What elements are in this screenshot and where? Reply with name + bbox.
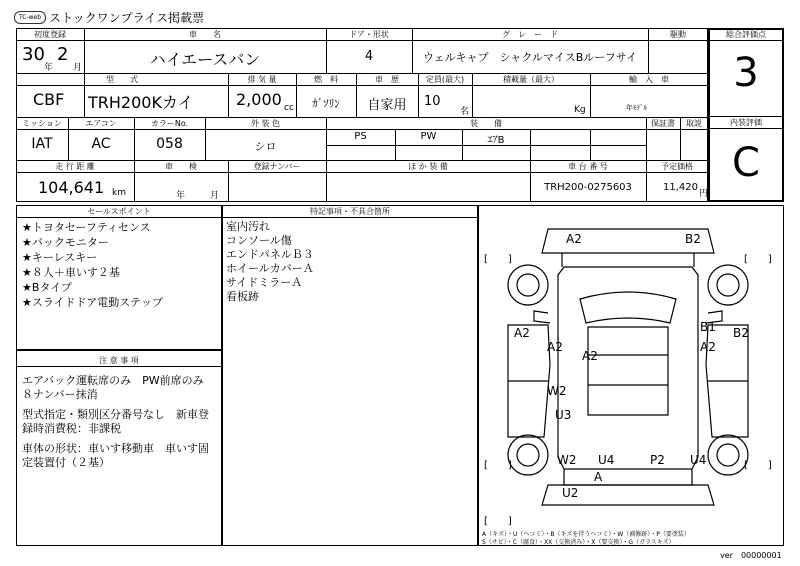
sales-points-list [22, 220, 163, 310]
damage-code: W2 [547, 384, 567, 398]
damage-code: A2 [547, 340, 563, 354]
displacement-label: 排 気 量 [247, 75, 277, 84]
damage-code: B2 [685, 232, 701, 246]
load-unit: Kg [574, 105, 586, 115]
displacement-value: 2,000 [236, 90, 282, 109]
import-year: 年ﾓﾃﾞﾙ [626, 104, 647, 112]
damage-code: U3 [555, 408, 572, 422]
price-label: 予定価格 [661, 162, 693, 171]
history-label: 車 歴 [375, 75, 399, 84]
damage-code: A2 [566, 232, 582, 246]
model-code: TRH200Kカイ [88, 93, 194, 112]
vehicle-name: ハイエースバン [149, 50, 261, 69]
km-unit: km [112, 188, 126, 198]
drive-label: 駆動 [670, 30, 686, 39]
bracket-field: [ ] [744, 254, 772, 265]
name-label: 車 名 [189, 30, 221, 39]
fuel-label: 燃 料 [314, 75, 338, 84]
cc-unit: cc [284, 103, 294, 113]
logo: TC-web [14, 11, 46, 24]
exterior-label: 外 装 色 [250, 119, 281, 128]
list-item: ホイールカバーＡ [226, 262, 314, 275]
history-value: 自家用 [367, 98, 407, 113]
mileage-value: 104,641 [38, 178, 105, 197]
special-notes-label: 特記事項・不具合箇所 [310, 207, 390, 216]
manual-label: 取説 [686, 119, 702, 128]
color-value: シロ [254, 140, 277, 153]
grade-label: グ レ ー ド [502, 30, 558, 39]
import-label: 輸 入 車 [629, 75, 669, 84]
capacity-value: 10 [424, 94, 441, 109]
interior-score: C [732, 140, 760, 186]
reg-month-unit: 月 [73, 63, 83, 73]
version: ver 00000001 [720, 551, 782, 560]
bracket-field: [ ] [744, 460, 772, 471]
interior-score-label: 内装評価 [730, 118, 762, 127]
aircon-label: エアコン [85, 119, 117, 128]
other-equip-label: ほ か 装 備 [408, 162, 448, 171]
reg-year-unit: 年 [44, 63, 54, 73]
reg-year: 30 [22, 44, 45, 65]
sales-points-label: セールスポイント [87, 207, 151, 216]
first-reg-label: 初度登録 [34, 30, 66, 39]
equip-item: PS [354, 131, 367, 142]
damage-code: U2 [562, 486, 579, 500]
type-label: 型 式 [106, 75, 138, 84]
equip-item: PW [420, 131, 437, 142]
insp-month-unit: 月 [210, 191, 220, 201]
list-item: 車体の形状：車いす移動車 車いす固定装置付（２基） [22, 442, 209, 469]
list-item: ★Bタイプ [22, 281, 72, 294]
bracket-field: [ ] [484, 516, 512, 527]
color-no-label: カラーNo. [150, 119, 189, 128]
list-item: ★キーレスキー [22, 251, 98, 264]
car-diagram [478, 205, 784, 546]
capacity-label: 定員(最大) [425, 75, 465, 84]
legend-line-2: S（サビ）・C（腐食）・XX（交換済み）・X（要交換）・G（ガラスキズ） [482, 539, 675, 546]
damage-code: A2 [582, 349, 598, 363]
doors-label: ドア・形状 [349, 30, 389, 39]
damage-code: B1 [700, 320, 716, 334]
notes-list [22, 374, 216, 470]
damage-code: A2 [700, 340, 716, 354]
notes-label: 注 意 事 項 [99, 356, 139, 365]
list-item: ★トヨタセーフティセンス [22, 221, 151, 234]
list-item: ★バックモニター [22, 236, 109, 249]
mission-value: IAT [31, 136, 53, 152]
list-item: エアバック運転席のみ PW前席のみ ８ナンバー抹消 [22, 374, 215, 401]
list-item: サイドミラーＡ [226, 276, 303, 289]
insp-year-unit: 年 [176, 191, 186, 201]
chassis-label: 車 台 番 号 [568, 162, 608, 171]
reg-month: 2 [57, 44, 69, 65]
damage-code: B2 [733, 326, 749, 340]
list-item: ★８人＋車いす２基 [22, 266, 120, 279]
special-notes-list [226, 220, 314, 304]
doors-value: 4 [364, 49, 374, 64]
reg-number-label: 登録ナンバー [253, 162, 301, 171]
bracket-field: [ ] [484, 254, 512, 265]
damage-code: U4 [598, 453, 615, 467]
mission-label: ミッション [22, 119, 62, 128]
overall-score-label: 総合評価点 [726, 30, 766, 39]
grade-value: ウェルキャブ シャクルマイスBルーフサイ [423, 51, 637, 64]
list-item: 室内汚れ [226, 220, 270, 233]
overall-score: 3 [733, 50, 759, 96]
bracket-field: [ ] [484, 460, 512, 471]
list-item: 看板跡 [226, 290, 259, 303]
inspection-label: 車 検 [165, 162, 197, 171]
page-title: ストックワンプライス掲載票 [49, 11, 205, 25]
damage-code: W2 [557, 453, 577, 467]
list-item: ★スライドドア電動ステップ [22, 296, 163, 309]
chassis-value: TRH200-0275603 [544, 182, 632, 193]
legend-line-1: A（キズ）・U（ヘコミ）・B（キズを伴うヘコミ）・W（補修跡）・P（要塗装） [482, 531, 690, 538]
list-item: 型式指定・類別区分番号なし 新車登録時消費税：非課税 [22, 408, 209, 435]
load-label: 積載量（最大） [503, 75, 559, 84]
damage-code: P2 [650, 453, 665, 467]
list-item: コンソール傷 [226, 234, 292, 247]
equip-item: ｴｱB [487, 135, 505, 146]
fuel-value: ｶﾞｿﾘﾝ [312, 97, 340, 110]
damage-code: A [594, 470, 603, 484]
list-item: エンドパネルＢ３ [226, 248, 314, 261]
color-no-value: 058 [156, 136, 183, 152]
damage-code: A2 [514, 326, 530, 340]
aircon-value: AC [91, 136, 111, 152]
equip-label: 装 備 [470, 119, 502, 128]
mileage-label: 走 行 距 離 [55, 162, 95, 171]
warranty-label: 保証書 [651, 119, 675, 128]
price-value: 11,420 [663, 182, 698, 193]
capacity-unit: 名 [460, 107, 470, 117]
damage-code: U4 [690, 453, 707, 467]
price-unit: 円 [699, 189, 709, 199]
type-code: CBF [33, 90, 65, 109]
